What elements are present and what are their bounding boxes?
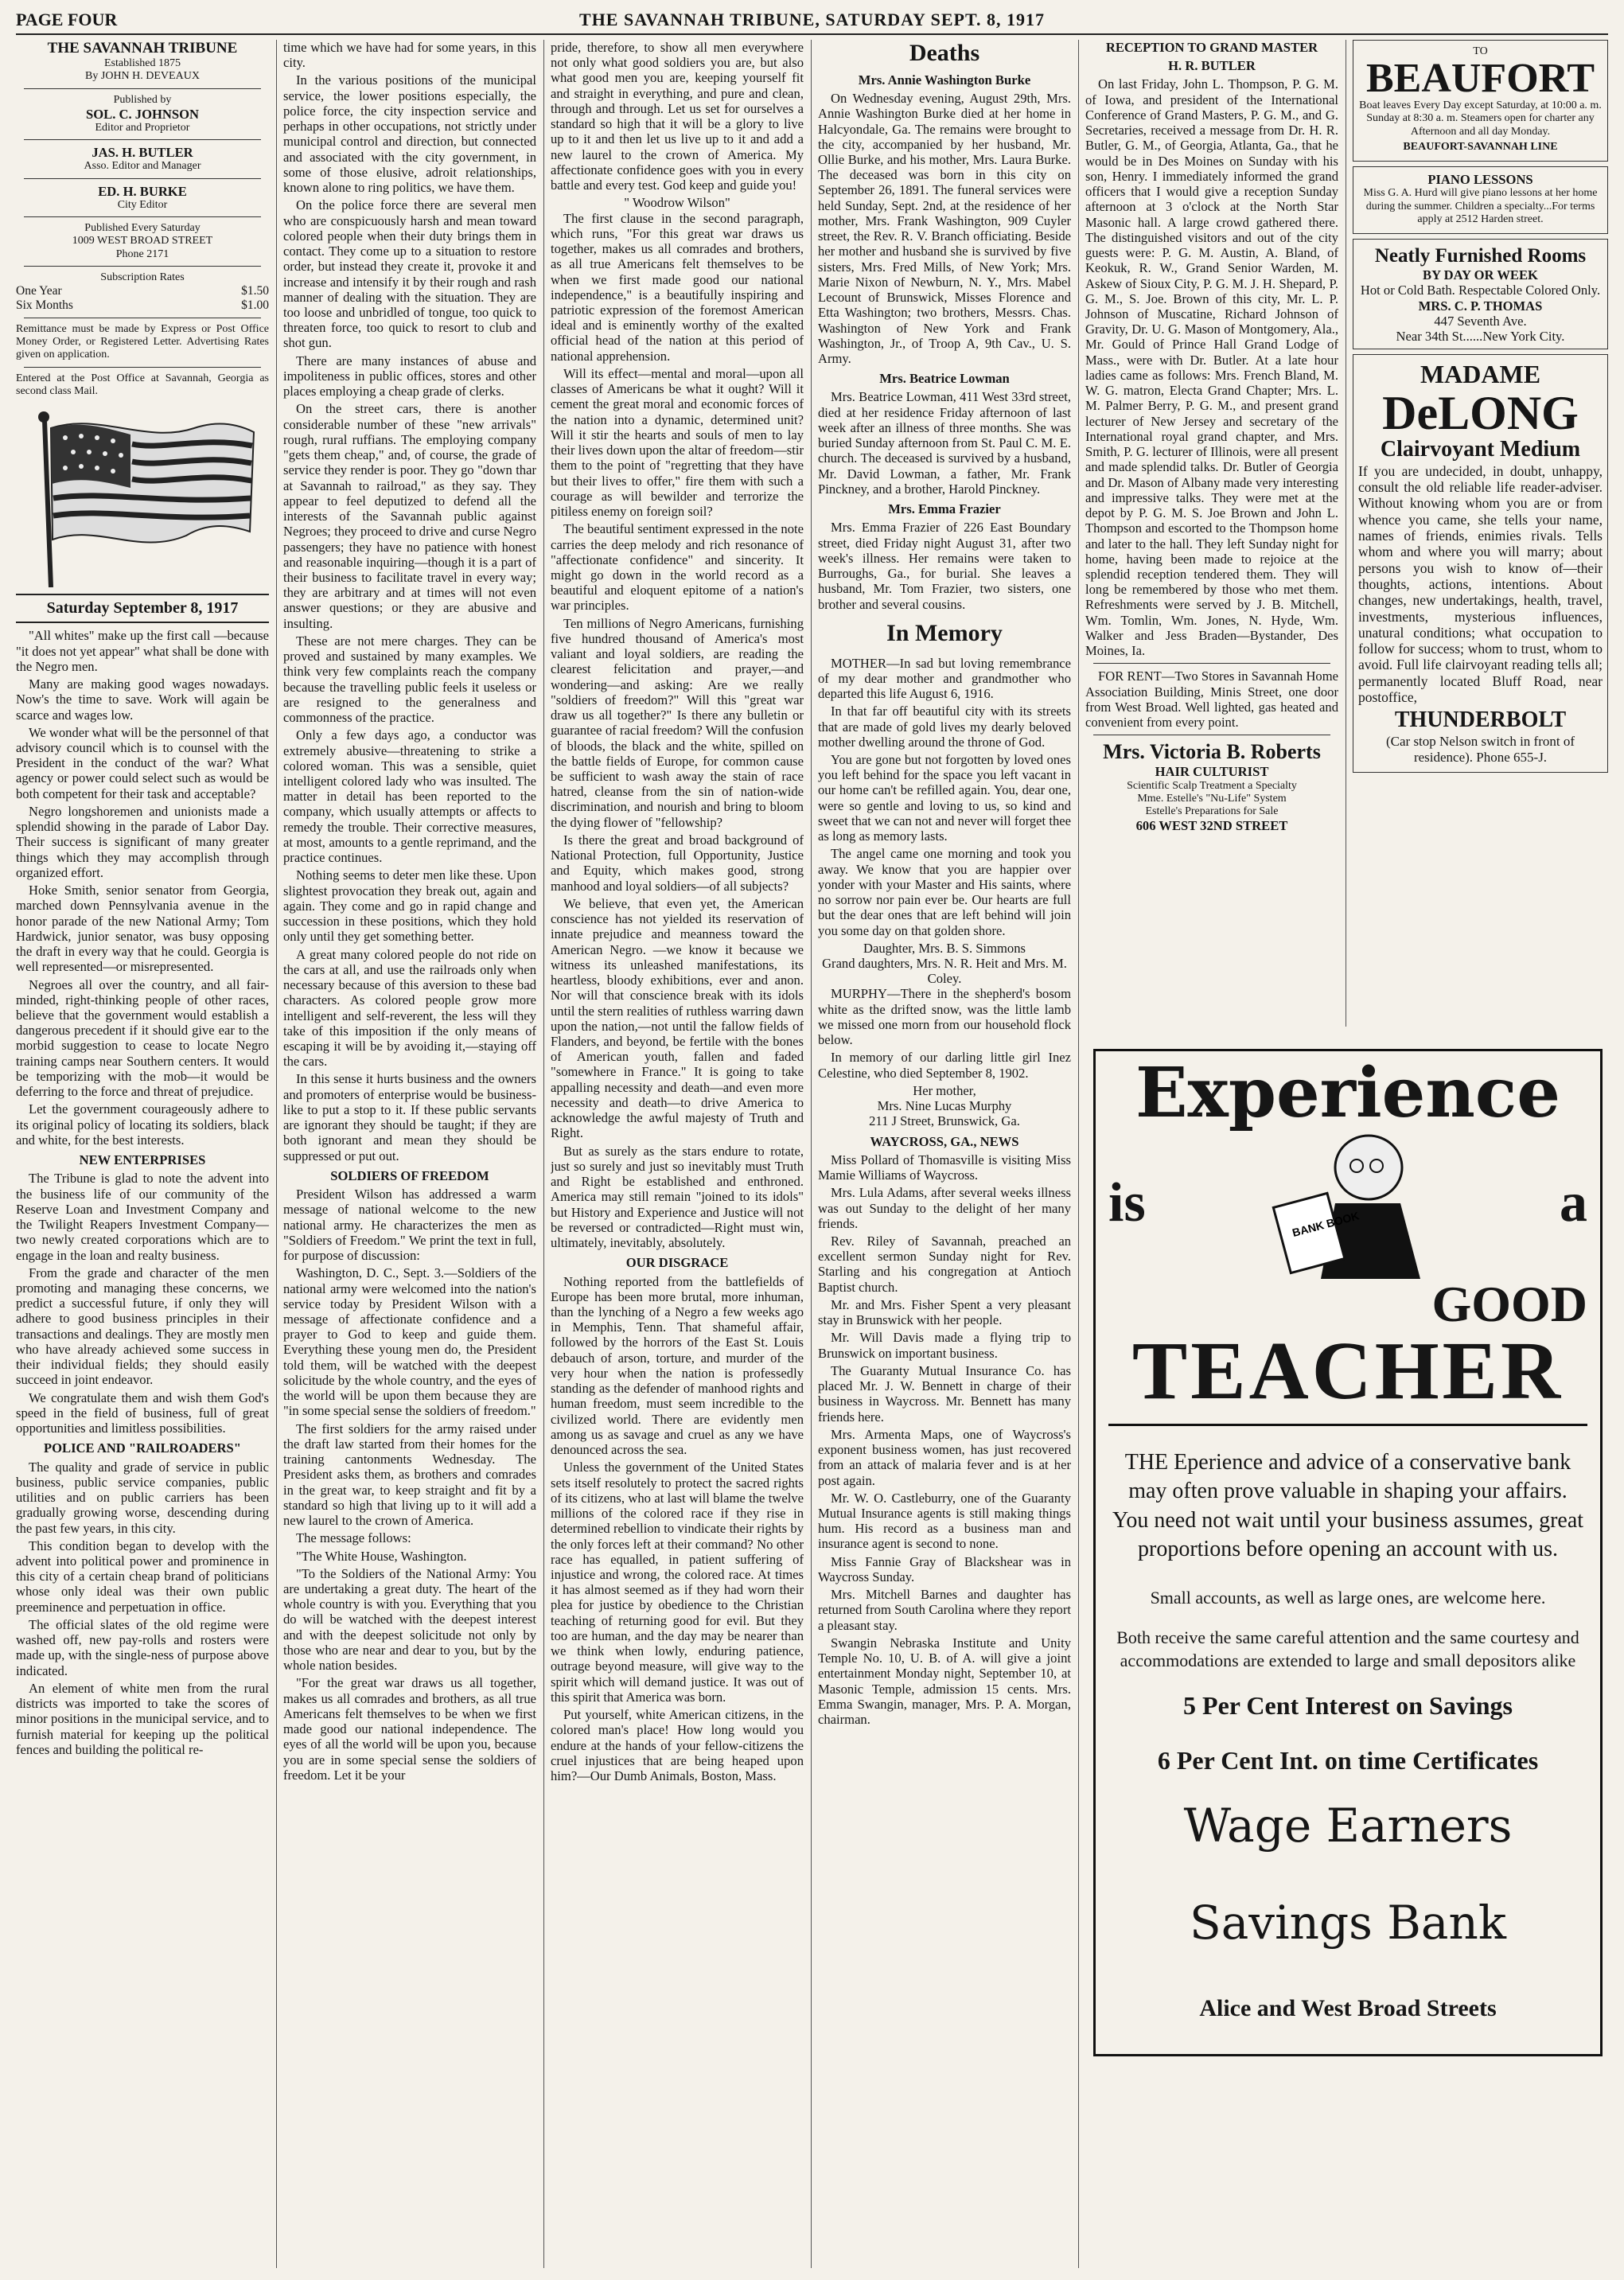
piano-ad: PIANO LESSONS Miss G. A. Hurd will give piano lessons at her home during the summer. Children a specialty...For terms apply at 2512 Harden street. (1353, 166, 1608, 234)
paragraph: Mr. and Mrs. Fisher Spent a very pleasant stay in Brunswick with her people. (818, 1296, 1071, 1328)
assoc-editor-role: Asso. Editor and Manager (84, 160, 201, 173)
memorial-signature: Grand daughters, Mrs. N. R. Heit and Mrs. M. Coley. (822, 956, 1067, 987)
roberts-ad-name: Mrs. Victoria B. Roberts (1103, 740, 1321, 764)
memorial-signature: Mrs. Nine Lucas Murphy (877, 1098, 1012, 1114)
paragraph: We believe, that even yet, the American conscience has not yielded its reservation of innate prejudice and meanness toward the American Negro. —we know it because we witness its unleashed manifestations, its heartless, bloody exhibitions, ever and anon. Nor will that conscience break with its idols until the stern realities of ruthless warring dawn upon the nation,—not until the fallow fields of Flanders, and beyond, be fertile with the bones of American youth, fallen and faded "somewhere in France." It is going to take appalling necessity and death—and even more necessity and death—to drive America to acknowledge the awful majesty of Truth and Right. (551, 895, 804, 1141)
paragraph: Nothing reported from the battlefields of Europe has been more brutal, more inhuman, than the lynching of a Negro a few weeks ago in Memphis, Tenn. That shameful affair, followed by the horrors of the East St. Louis debauch of arson, torture, and murder of the very hour when the nation is professedly standing as the defender of manhood rights and human freedom, must seem incredible to the civilized world. There are evidently men among us as savage and cruel as any we have denounced across the sea. (551, 1273, 804, 1458)
paragraph: The first soldiers for the army raised under the draft law started from their homes for the training cantonments Wednesday. The President asks them, as brothers and comrades in the great war, to keep straight and fit by a standard so high that living up to it will add a new laurel to the crown of America. (283, 1421, 536, 1529)
paragraph: In the various positions of the municipal service, the lower positions especially, the police force, the city inspection service and perhaps in other occupations, not strictly under municipal control and direction, but connected and associated with the city government, in some of those elusive, adroit relationships, known alone to ring politics, we have them. (283, 72, 536, 196)
paragraph: This condition began to develop with the advent into political power and prominence in this city of a certain cheap brand of politicians whose only ideal was their own public preeminence and perpetuation in office. (16, 1538, 269, 1615)
paragraph: The Tribune is glad to note the advent into the business life of our community of the Reserve Loan and Investment Company and the Twilight Reapers Investment Company—two newly created corporations which are to engage in the loan and realty business. (16, 1171, 269, 1263)
heading-police-railroaders: POLICE AND "RAILROADERS" (43, 1440, 241, 1456)
delong-ad: MADAME DeLONG Clairvoyant Medium If you are undecided, in doubt, unhappy, consult the old reliable life reader-adviser. Without knowing whom you are or from whence you came, she tells your name, names of friends, enimies rivals. Tells whom and where you will marry; about persons you wish to know of—their thoughts, actions, intentions. About changes, new undertakings, health, travel, investments, mysterious influences, unatural conditions; what occupation to follow for success; whom to trust, whom to avoid. Full life clairvoyant reading tells all; permanently located Bluff Road, near postoffice, THUNDERBOLT (Car stop Nelson switch in front of residence). Phone 655-J. (1353, 354, 1608, 773)
ad-bank-name-2: Savings Bank (1189, 1896, 1506, 1951)
paragraph: On Wednesday evening, August 29th, Mrs. Annie Washington Burke died at her home in Halcyondale, Ga. The remains were brought to the city, accompanied by her husband, Mr. Ollie Burke, and his mother, Mrs. Laura Burke. The deceased was born in this city on September 26, 1891. The funeral services were held Sunday, Sept. 2nd, at the residence of her mother, Mrs. Frank Washington, 909 Cuyler street, the Rev. R. V. Branch officiating. Beside her mother and husband she is survived by five sisters, Mrs. Fred Mills, of New York; Mrs. Marie Nixon of Newburn, N. Y., Mrs. Mabel Lecount of Brunswick, Misses Florence and Etta Washington; two brothers, Messrs. Chas. Washington of New York and Frank Washington, Jr., of Troop A, 9th Cav., U. S. Army. (818, 91, 1071, 367)
roberts-ad-line: Estelle's Preparations for Sale (1145, 805, 1279, 818)
heading-new-enterprises: NEW ENTERPRISES (79, 1152, 206, 1168)
subscription-year: One Year $1.50 (16, 284, 269, 298)
ad-teacher: TEACHER (1131, 1325, 1564, 1417)
ad-certificate-rate: 6 Per Cent Int. on time Certificates (1157, 1746, 1539, 1775)
subscription-title: Subscription Rates (100, 271, 185, 283)
ad-headline: Experience (1135, 1053, 1560, 1133)
running-head (16, 6, 1608, 35)
published-by: Published by (113, 93, 172, 106)
publisher-name: SOL. C. JOHNSON (86, 106, 199, 122)
paragraph: The first clause in the second paragraph, which runs, "For this great war draws us together, makes us all comrades and brothers, as all true Americans felt themselves to be when we first made good our national independence," is a beautifully inspiring and patriotic expression of the foremost American ideal and is eminently worthy of the exalted official head of the nation at this period of national apprehension. (551, 210, 804, 364)
paragraph: Is there the great and broad background of National Protection, full Opportunity, Justice and Equity, which makes good, strong manhood and loyal soldiers—of all subjects? (551, 832, 804, 894)
paragraph: The official slates of the old regime were washed off, new pay-rolls and rosters were made up, with the single-ness of purpose above indicated. (16, 1616, 269, 1678)
ad-small-accounts: Small accounts, as well as large ones, are welcome here. (1150, 1587, 1546, 1608)
paragraph: The angel came one morning and took you away. We know that you are happier over yonder with your Master and His saints, where no sorrow nor pain ever be. Our hearts are full but the dear ones that are left behind will join you some day on that golden shore. (818, 846, 1071, 938)
entered-note: Entered at the Post Office at Savannah, Georgia as second class Mail. (16, 372, 269, 397)
signature-wilson: " Woodrow Wilson" (624, 195, 730, 211)
obituary-name: Mrs. Beatrice Lowman (879, 371, 1010, 387)
heading-our-disgrace: OUR DISGRACE (625, 1255, 729, 1271)
obituary-name: Mrs. Emma Frazier (888, 501, 1001, 517)
rooms-ad: Neatly Furnished Rooms BY DAY OR WEEK Hot or Cold Bath. Respectable Colored Only. MRS. C. P. THOMAS 447 Seventh Ave. Near 34th St......New York City. (1353, 239, 1608, 349)
paragraph: "All whites" make up the first call —because "it does not yet appear" what shall be done with the Negro men. (16, 628, 269, 674)
office-phone: Phone 2171 (115, 247, 169, 260)
beaufort-title: BEAUFORT (1365, 56, 1595, 102)
column-4 (818, 40, 1071, 2268)
paragraph: You are gone but not forgotten by loved ones you left behind for the space you left vacant in our home can't be refilled again. You, dear one, were so gentle and loving to us, so kind and sweet that we can not and never will forget thee as long as memory lasts. (818, 751, 1071, 844)
paragraph: Mrs. Lula Adams, after several weeks illness was out Sunday to the delight of her many friends. (818, 1185, 1071, 1231)
paragraph: "The White House, Washington. (296, 1548, 467, 1564)
roberts-ad-line: HAIR CULTURIST (1155, 764, 1269, 780)
ad-body: THE Eperience and advice of a conservative bank may often prove valuable in shaping your affairs. You need not wait until your business assumes, great proportions before opening an account with us. (1112, 1450, 1584, 1562)
ad-good: GOOD (1431, 1276, 1587, 1332)
teacher-with-bank-book-icon (1249, 1128, 1456, 1279)
ad-savings-rate: 5 Per Cent Interest on Savings (1183, 1691, 1513, 1721)
paragraph: On the street cars, there is another considerable number of these "new arrivals" rough, rural ruffians. The employing company "gets them cheap," and, of course, the grade of service they render is poor. They go "down thar at Savannah to railroad," as they say. They appear to feel deputized to defend all the interests of the Savannah public against Negroes; they proceed to drive and curse Negro passengers; they have no patience with honest and reasonable inquiring—though it is a part of their business to facilitate travel in every way; they are arbitrary and at times will not even answer questions; or they are abusive and insulting. (283, 401, 536, 631)
paragraph: Rev. Riley of Savannah, preached an excellent sermon Sunday night for Rev. Starling and his congregation at Antioch Baptist church. (818, 1234, 1071, 1295)
roberts-ad-line: Mme. Estelle's "Nu-Life" System (1137, 792, 1287, 805)
memorial-signature: 211 J Street, Brunswick, Ga. (869, 1113, 1020, 1129)
paragraph: Mrs. Mitchell Barnes and daughter has returned from South Carolina where they report a pleasant stay. (818, 1587, 1071, 1633)
paragraph: Let the government courageously adhere to its original policy of locating its soldiers, black and white, for the best interests. (16, 1101, 269, 1148)
paragraph: Negro longshoremen and unionists made a splendid showing in the parade of Labor Day. Their success is significant of many greater things which they may accomplish through organized effort. (16, 803, 269, 880)
paragraph: The message follows: (296, 1530, 411, 1546)
paragraph: A great many colored people do not ride on the cars at all, and use the railroads only when necessary because of this aversion to these bad characters. As colored people grow more intelligent and self-reverent, the less will they take of this imposition if the only means of escaping it will be by avoiding it,—staying off the cars. (283, 946, 536, 1070)
paragraph: Only a few days ago, a conductor was extremely abusive—threatening to strike a colored woman. This was a sensible, quiet intelligent colored lady who was insulted. The matter in detail has been reported to the company, which usually attempts or affects to remedy the trouble. Their corrective measures, at most, amounts to a gentle reprimand, and the practice continues. (283, 727, 536, 866)
heading-reception-name: H. R. BUTLER (1168, 58, 1256, 74)
paragraph: There are many instances of abuse and impoliteness in public offices, stores and other places employing a cheap grade of clerks. (283, 353, 536, 399)
running-title: THE SAVANNAH TRIBUNE, SATURDAY SEPT. 8, 1917 (579, 10, 1045, 29)
heading-in-memory: In Memory (886, 619, 1003, 646)
paragraph: MURPHY—There in the shepherd's bosom white as the drifted snow, was the little lamb we missed one morn from our household flock below. (818, 986, 1071, 1048)
column-6 (1353, 40, 1608, 1027)
heading-reception: RECEPTION TO GRAND MASTER (1105, 40, 1318, 55)
paragraph: Mr. W. O. Castleburry, one of the Guaranty Mutual Insurance agents is still making things hum. His record as a business man and insurance agent is second to none. (818, 1490, 1071, 1552)
paragraph: "For the great war draws us all together, makes us all comrades and brothers, as all true Americans felt themselves to be when we first made good our national independence. The eyes of all the world will be upon you, because you are in some special sense the soldiers of freedom. Let it be your (283, 1675, 536, 1783)
memorial-signature: Her mother, (913, 1082, 976, 1098)
paragraph: We wonder what will be the personnel of that advisory council which is to counsel with the President in the conduct of the war? What agency or power could select such as would be both competent for their task and acceptable? (16, 724, 269, 801)
publisher-role: Editor and Proprietor (95, 121, 190, 134)
newspaper-page (16, 6, 1608, 2273)
ad-both-receive: Both receive the same careful attention and the same courtesy and accommodations are extended to large and small depositors alike (1116, 1627, 1579, 1670)
paragraph: Mrs. Armenta Maps, one of Waycross's exponent business women, has just recovered from an attack of malaria fever and is at her post again. (818, 1426, 1071, 1488)
paragraph: time which we have had for some years, in this city. (283, 40, 536, 71)
city-editor-role: City Editor (117, 198, 168, 211)
paragraph: Washington, D. C., Sept. 3.—Soldiers of the national army were welcomed into the nation's service today by President Wilson with a message of affectionate confidence and a prayer to God to keep and guide them. Everything these young men do, the President told them, will be watched with the deepest solicitude by the whole country, and the eyes of the world will be upon them because they are "in some special sense the soldiers of freedom." (283, 1265, 536, 1419)
paragraph: Swangin Nebraska Institute and Unity Temple No. 10, U. B. of A. will give a joint entertainment Monday night, September 10, at Masonic Temple, admission 15 cents. Mrs. Emma Swangin, manager, Mrs. P. A. Morgan, chairman. (818, 1635, 1071, 1728)
masthead-established: Established 1875 (103, 57, 181, 70)
paragraph: Negroes all over the country, and all fair-minded, right-thinking people of other races, believe that the government would establish a dangerous precedent if it should give ear to the morbid suggestion to cease to locate Negro training camps near Southern centers. It would be temporizing with the mob—it would be deferring to the force and threat of prejudice. (16, 976, 269, 1100)
paragraph: But as surely as the stars endure to rotate, just so surely and just so inevitably must Truth and Right be established and enthroned. America may still remain "joined to its idols" but History and Experience and Justice will not be reversed or contradicted—Right must win, ultimately, inevitably, absolutely. (551, 1143, 804, 1251)
masthead-by: By JOHN H. DEVEAUX (85, 70, 200, 83)
page-number: PAGE FOUR (16, 10, 118, 29)
column-5 (1085, 40, 1338, 1027)
subscription-six-months: Six Months $1.00 (16, 298, 269, 313)
roberts-ad-line: Scientific Scalp Treatment a Specialty (1127, 779, 1297, 792)
heading-waycross-news: WAYCROSS, GA., NEWS (870, 1133, 1019, 1149)
ad-bank-address: Alice and West Broad Streets (1199, 1994, 1497, 2021)
paragraph: The quality and grade of service in public business, public service companies, public utilities and on public carriers has been gradually growing worse, descending during the past few years, in this city. (16, 1459, 269, 1536)
ad-bank-name-1: Wage Earners (1183, 1799, 1513, 1853)
paragraph: Hoke Smith, senior senator from Georgia, marched down Pennsylvania avenue in the honor parade of the new National Army; Tom Hardwick, junior senator, was busy opposing the draft in every way that he could. Georgia is well represented—or misrepresented. (16, 883, 269, 975)
paragraph: Ten millions of Negro Americans, furnishing five hundred thousand of America's most valiant and loyal soldiers, are reading the clearest felicitation and prayer,—and wondering—and asking: Are we really "soldiers of freedom?" Will this "great war draw us all together?" Is there any bulletin or guarantee of racial freedom? Will the confusion of bloods, the black and the white, spilled on the battle fields of Europe, for common cause be sufficient to wash away the stain of race hatred, cleanse from the sin of nation-wide discrimination, and nourish and bring to bloom the dying flower of "fellowship? (551, 615, 804, 830)
paragraph: Nothing seems to deter men like these. Upon slightest provocation they break out, again and again. They come and go in rapid change and succession in these positions, which they hold only until they get something better. (283, 867, 536, 945)
column-1 (16, 40, 269, 2268)
city-editor-name: ED. H. BURKE (98, 183, 187, 199)
paragraph: An element of white men from the rural districts was imported to take the scores of minor positions in the municipal service, and to furnish material for keeping up the political fences and building the political re- (16, 1680, 269, 1757)
roberts-ad-address: 606 WEST 32ND STREET (1135, 818, 1288, 834)
paragraph: On last Friday, John L. Thompson, P. G. M. of Iowa, and president of the International Conference of Grand Masters, P. G. M., and G. Secretaries, received a message from Dr. H. R. Butler, G. M., of Georgia, Atlanta, Ga., that he would be in Des Moines on Sunday with his son, Henry. I immediately informed the grand officers that I would give a reception Sunday afternoon at 3 o'clock at the North Star Masonic hall. A large crowd gathered there. The distinguished visitors and out of the city guests were: P. G. M. Austin, A. Bland, of Keokuk, R. W., Grand Senior Warden, M. Askew of Sioux City, P. G. M. J. H. Shepard, P. G. M., S. Joe. Brown of this city, Mr. L. P. Johnson of Muscatine, Richard Johnson of Gravity, Dr. U. G. Mason of Montgomery, Ala., Mr. Gould of Prince Hall Grand Lodge of Mass., were with Dr. Butler. At a late hour ladies came as follows: Mrs. French Bland, M. W. G. matron, Electa Grand Chapter; Mrs. L. M. Palmer Berry, P. G. M., and present grand lecturer of New Jersey and secretary of the International royal grand chapter, and Mrs. Smith, P. G. lecturer of Illinois, were all present and made splendid talks. Dr. Butler of Georgia and Dr. Mason of Albany made very interesting and impressive talks. They were met at the depot by P. G. M. S. Joe Brown and John L. Thompson and escorted to the Thompson home and later to the hall. They left Sunday night for home, having been made to rejoice at the splendid reception tendered them. They will long be remembered by those who met them. Refreshments were served by J. B. Mitchell, Wm. Tomlin, Wm. Jones, N. Hyde, Wm. Walker and Jess Braden—Bystander, Des Moines, Ia. (1085, 76, 1338, 659)
paragraph: Will its effect—mental and moral—upon all classes of Americans be what it ought? Will it cement the great moral and economic forces of the nation into a dynamic, determined unit? Will it stir the hearts and souls of men to lay their lives down upon the altar of freedom—stir them to the point of "regretting that they have but their lives to offer," fire them with such a courage as will bewilder and terrorize the pitiless enemy on foreign soil? (551, 365, 804, 520)
paragraph: Miss Fannie Gray of Blackshear was in Waycross Sunday. (818, 1553, 1071, 1584)
paragraph: We congratulate them and wish them God's speed in the field of business, full of great opportunities and limitless possibilities. (16, 1389, 269, 1436)
paragraph: Mrs. Emma Frazier of 226 East Boundary street, died Friday night August 31, after two week's illness. Her remains were taken to Burroughs, Ga., for burial. She leaves a husband, Mr. Tom Frazier, two sisters, one brother and several cousins. (818, 520, 1071, 612)
paragraph: Mrs. Beatrice Lowman, 411 West 33rd street, died at her residence Friday afternoon of last week after an illness of three months. She was buried Sunday afternoon from St. Paul C. M. E. church. The deceased is survived by a husband, Mr. David Lowman, a father, Mr. Frank Pinckney, and a brother, Harold Pinckney. (818, 389, 1071, 497)
remittance-note: Remittance must be made by Express or Post Office Money Order, or Registered Letter. Advertising Rates given on application. (16, 323, 269, 361)
paragraph: "To the Soldiers of the National Army: You are undertaking a great duty. The heart of the whole country is with you. Everything that you do will be watched with the deepest interest and with the deepest solicitude not only by those who are near and dear to you, but by the whole nation besides. (283, 1565, 536, 1674)
paragraph: Miss Pollard of Thomasville is visiting Miss Mamie Williams of Waycross. (818, 1152, 1071, 1183)
american-flag-icon (27, 404, 258, 587)
paragraph: In memory of our darling little girl Inez Celestine, who died September 8, 1902. (818, 1050, 1071, 1081)
paragraph: In that far off beautiful city with its streets that are made of gold lives my dearly beloved mother dwelling around the throne of God. (818, 703, 1071, 750)
heading-soldiers-of-freedom: SOLDIERS OF FREEDOM (330, 1167, 489, 1183)
for-rent-ad: FOR RENT—Two Stores in Savannah Home Association Building, Minis Street, one door from West Broad. Well lighted, gas heated and convenient from every point. (1085, 668, 1338, 731)
paragraph: MOTHER—In sad but loving remembrance of my dear mother and grandmother who departed this life August 6, 1916. (818, 655, 1071, 702)
masthead-title: THE SAVANNAH TRIBUNE (47, 40, 238, 57)
bank-book-label: BANK BOOK (1291, 1209, 1361, 1240)
paragraph: The beautiful sentiment expressed in the note carries the deep melody and rich resonance of "affectionate confidence" and sincerity. It might go down in the world record as a beautiful and eloquent epitome of a nation's war principles. (551, 521, 804, 614)
obituary-name: Mrs. Annie Washington Burke (858, 72, 1031, 88)
office-address: 1009 WEST BROAD STREET (72, 235, 213, 247)
column-2 (283, 40, 536, 2268)
heading-deaths: Deaths (909, 40, 980, 66)
memorial-signature: Daughter, Mrs. B. S. Simmons (863, 940, 1026, 956)
paragraph: These are not mere charges. They can be proved and sustained by many examples. We think very few complaints reach the company because the travelling public feels it useless or are resigned to the generalness and commonness of the practice. (283, 633, 536, 726)
issue-date: Saturday September 8, 1917 (16, 594, 269, 623)
beaufort-ad: TO BEAUFORT Boat leaves Every Day except Saturday, at 10:00 a. m. Sunday at 8:30 a. m. Steamers open for charter any Afternoon and all day Monday. BEAUFORT-SAVANNAH LINE (1353, 40, 1608, 162)
paragraph: On the police force there are several men who are conspicuously harsh and mean toward colored people when their duty brings them in contact. They come up to a situation to restore order, but instead they create it, provoke it and increase and intensify it by their rough and rash manner of dealing with the situation. They are too loose and unbridled of tongue, too quick to threaten force, too quick to resort to club and shot gun. (283, 197, 536, 351)
paragraph: Unless the government of the United States sets itself resolutely to protect the sacred rights of its citizens, who at last will blame the twelve millions of the colored race if they rise in determined rebellion to vindicate their rights by the only forces left at their command? No other race has equalled, in patient suffering of injustice and wrong, the colored race. At times it has almost seemed as if they had worn their plea for justice by obedience to the Christian teaching of returning good for evil. But they too are human, and the day may be nearer than we think when lowly, enduring patience, outrage beyond measure, will give way to the spirit which will demand justice. It was out of this spirit that America was born. (551, 1460, 804, 1705)
paragraph: The Guaranty Mutual Insurance Co. has placed Mr. J. W. Bennett in charge of their business in Waycross. Mr. Bennett has many friends here. (818, 1362, 1071, 1425)
paragraph: pride, therefore, to show all men everywhere not only what good soldiers you are, but also what good men you are, keeping yourself fit and straight in everything, and pure and clean, through and through. Let us set for ourselves a standard so high that it will be a glory to live up to it and then let us live up to it and add a new laurel to the crown of America. My affectionate confidence goes with you in every battle and every test. God keep and guide you! (551, 40, 804, 193)
assoc-editor-name: JAS. H. BUTLER (92, 145, 193, 161)
paragraph: In this sense it hurts business and the owners and promoters of enterprise would be business-like to put a stop to it. If these public servants are ignorant they should be taught; if they are both ignorant and mean they should be suppressed or put out. (283, 1071, 536, 1163)
published-every: Published Every Saturday (84, 222, 201, 235)
paragraph: Put yourself, white American citizens, in the colored man's place! How long would you endure at the hands of your fellow-citizens the cruel injustices that are being heaped upon him?—Our Dumb Animals, Boston, Mass. (551, 1707, 804, 1784)
paragraph: President Wilson has addressed a warm message of national welcome to the new national army. He characterizes the men as "Soldiers of Freedom." We print the text in full, for purpose of discussion: (283, 1187, 536, 1264)
paragraph: From the grade and character of the men promoting and managing these concerns, we predict a successful future, if only they will adhere to good business principles in their transactions and dealings. They are mostly men who have already achieved some success in their individual fields; they should easily succeed in joint endeavor. (16, 1265, 269, 1388)
paragraph: Mr. Will Davis made a flying trip to Brunswick on important business. (818, 1330, 1071, 1361)
column-3 (551, 40, 804, 2268)
paragraph: Many are making good wages nowadays. Now's the time to save. Work will again be scarce and wages low. (16, 676, 269, 723)
experience-bank-ad: Experience is BANK BOOK a GOOD TEACHER THE Eperience and advice of a conservative bank may often prove valuable in shaping your affairs. You need not wait until your business assumes, great proportions before opening an account with us. Small accounts, as well as large ones, are welcome here. Both receive the same careful attention and the same courtesy and accommodations are extended to large and small depositors alike 5 Per Cent Interest on Savings 6 Per Cent Int. on time Certificates Wage Earners Savings Bank Alice and West Broad Streets (1093, 1041, 1603, 2266)
